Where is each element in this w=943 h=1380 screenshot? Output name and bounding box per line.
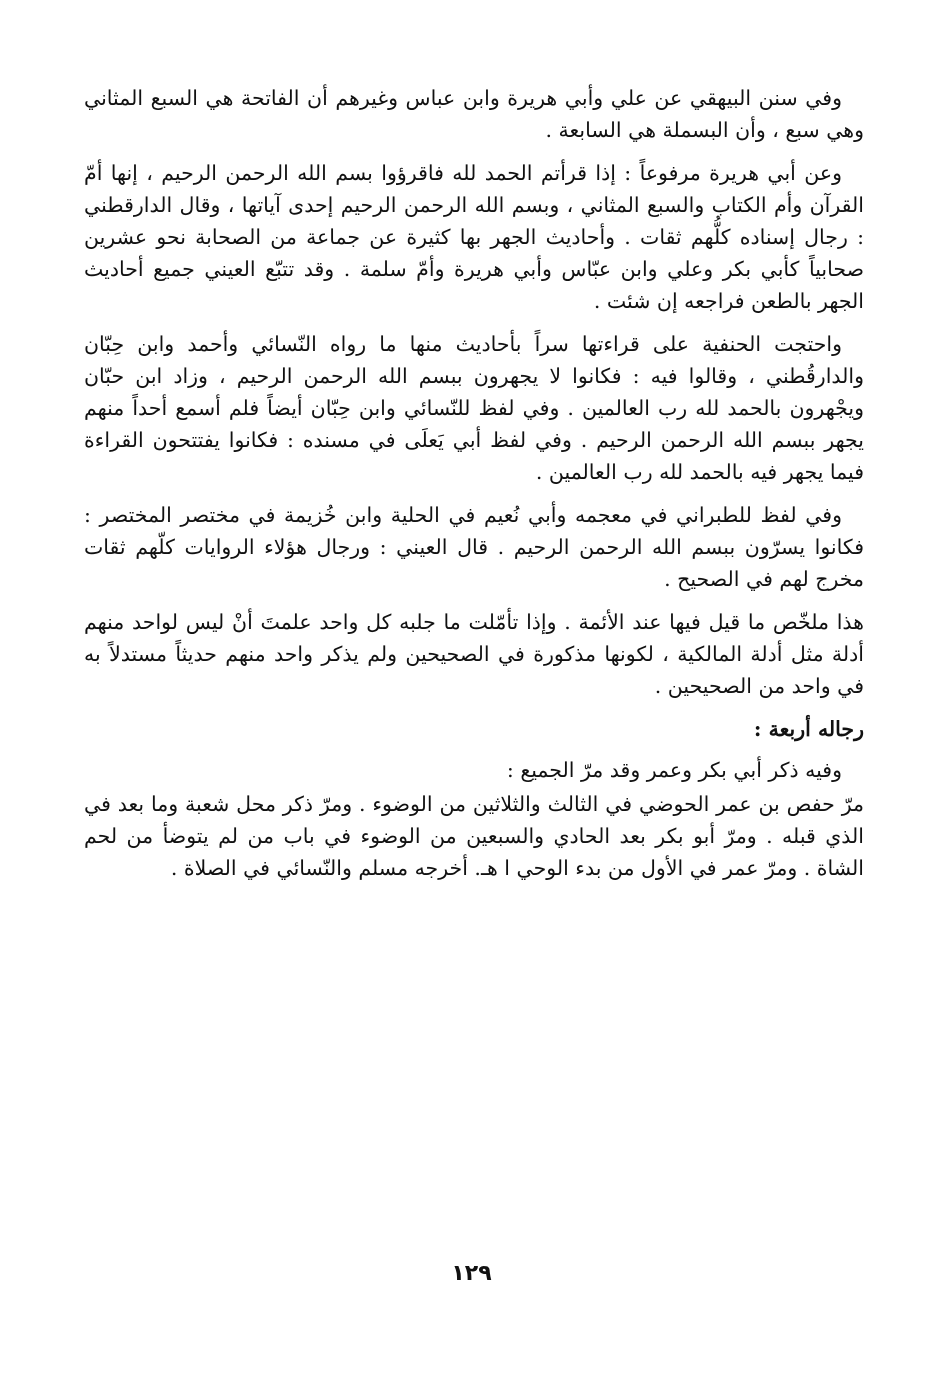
body-text <box>84 82 864 895</box>
section-heading: رجاله أربعة : <box>753 717 864 741</box>
paragraph-mention: وفيه ذكر أبي بكر وعمر وقد مرّ الجميع : <box>506 758 842 782</box>
paragraph-hanafiyya: واحتجت الحنفية على قراءتها سراً بأحاديث منها ما رواه النّسائي وأحمد وابن حِبّان والدارقُطني ، وقالوا فيه : فكانوا لا يجهرون ببسم الله الرحمن الرحيم ، وزاد ابن حبّان ويجْهرون بالحمد لله رب العالمين . وفي لفظ للنّسائي وابن حِبّان أيضاً فلم أسمع أحداً منهم يجهر ببسم الله الرحمن الرحيم . وفي لفظ أبي يَعلَى في مسنده : فكانوا يفتتحون القراءة فيما يجهر فيه بالحمد لله رب العالمين . <box>84 332 864 484</box>
paragraph-narrators: مرّ حفص بن عمر الحوضي في الثالث والثلاثين من الوضوء . ومرّ ذكر محل شعبة وما بعد في الذي قبله . ومرّ أبو بكر بعد الحادي والسبعين من الوضوء في باب من لم يتوضأ من لحم الشاة . ومرّ عمر في الأول من بدء الوحي ا هـ. أخرجه مسلم والنّسائي في الصلاة . <box>84 792 864 880</box>
paragraph-tabarani: وفي لفظ للطبراني في معجمه وأبي نُعيم في الحلية وابن خُزيمة في مختصر المختصر : فكانوا يسرّون ببسم الله الرحمن الرحيم . قال العيني : ورجال هؤلاء الروايات كلّهم ثقات مخرج لهم في الصحيح . <box>84 503 864 591</box>
paragraph-bayhaqi: وفي سنن البيهقي عن علي وأبي هريرة وابن عباس وغيرهم أن الفاتحة هي السبع المثاني وهي سبع ، وأن البسملة هي السابعة . <box>84 86 864 142</box>
paragraph-abu-hurayra: وعن أبي هريرة مرفوعاً : إذا قرأتم الحمد لله فاقرؤوا بسم الله الرحمن الرحيم ، إنها أمّ القرآن وأم الكتاب والسبع المثاني ، وبسم الله الرحمن الرحيم إحدى آياتها ، وقال الدارقطني : رجال إسناده كلُّهم ثقات . وأحاديث الجهر بها كثيرة عن جماعة من الصحابة نحو عشرين صحابياً كأبي بكر وعلي وابن عبّاس وأبي هريرة وأمّ سلمة . وقد تتبّع العيني جميع أحاديث الجهر بالطعن فراجعه إن شئت . <box>84 161 864 313</box>
paragraph-summary: هذا ملخّص ما قيل فيها عند الأئمة . وإذا تأمّلت ما جلبه كل واحد علمتَ أنْ ليس لواحد منهم أدلة مثل أدلة المالكية ، لكونها مذكورة في الصحيحين ولم يذكر واحد منهم حديثاً مستدلاً به في واحد من الصحيحين . <box>84 610 864 698</box>
page-number: ١٢٩ <box>451 1261 492 1286</box>
